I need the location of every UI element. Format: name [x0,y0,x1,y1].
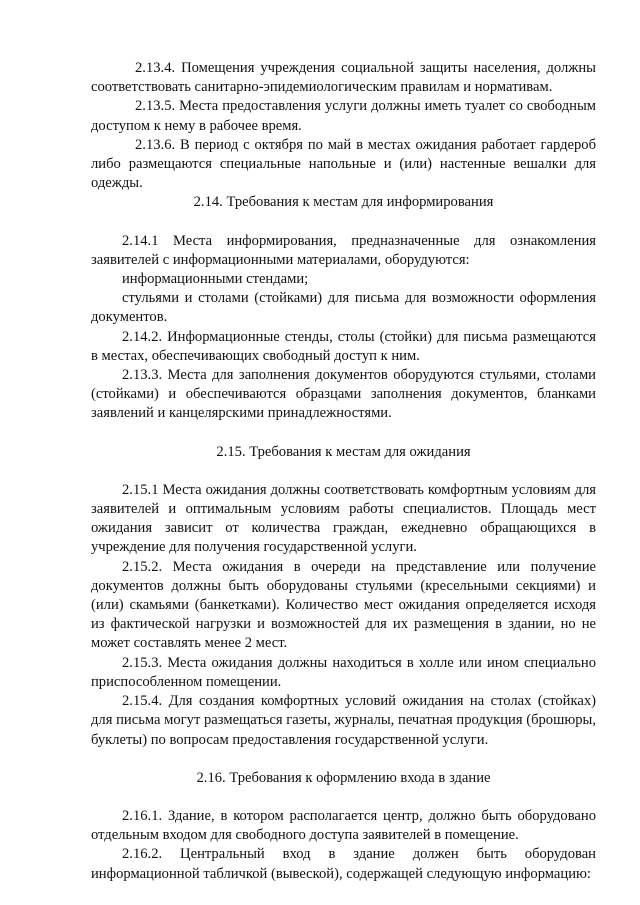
section-heading: 2.14. Требования к местам для информирования [193,194,494,211]
paragraph: 2.14.1 Места информирования, предназначенные для ознакомления заявителей с информационными материалами, оборудуются: [91,232,596,268]
paragraph: информационными стендами; [122,271,309,288]
spacer [91,213,596,232]
paragraph: 2.14.2. Информационные стенды, столы (стойки) для письма размещаются в местах, обеспечивающих свободный доступ к ним. [91,328,596,364]
paragraph: 2.16.2. Центральный вход в здание должен быть оборудован информационной табличкой (вывеской), содержащей следующую информацию: [91,846,596,882]
paragraph: 2.15.4. Для создания комфортных условий ожидания на столах (стойках) для письма могут размещаться газеты, журналы, печатная продукция (брошюры, буклеты) по вопросам предоставления государственной услуги. [91,693,596,748]
paragraph: 2.13.5. Места предоставления услуги должны иметь туалет со свободным доступом к нему в рабочее время. [91,98,596,134]
paragraph: 2.16.1. Здание, в котором располагается центр, должно быть оборудовано отдельным входом для свободного доступа заявителей в помещение. [91,807,596,844]
spacer [91,750,596,769]
paragraph: стульями и столами (стойками) для письма для возможности оформления документов. [91,290,596,326]
paragraph: 2.15.3. Места ожидания должны находиться в холле или ином специально приспособленном помещении. [91,654,596,690]
paragraph: 2.13.4. Помещения учреждения социальной защиты населения, должны соответствовать санитарно-эпидемиологическим правилам и нормативам. [91,60,596,96]
spacer [91,424,596,443]
section-heading: 2.15. Требования к местам для ожидания [216,443,471,460]
paragraph: 2.15.2. Места ожидания в очереди на представление или получение документов должны быть оборудованы стульями (кресельными секциями) и (или) скамьями (банкетками). Количество мест ожидания определяется исходя из фактической нагрузки и возможностей для их размещения в здании, но не может составлять менее 2 мест. [91,558,596,652]
spacer [91,788,596,807]
section-heading: 2.16. Требования к оформлению входа в здание [196,769,491,786]
paragraph: 2.13.6. В период с октября по май в местах ожидания работает гардероб либо размещаются специальные напольные и (или) настенные вешалки для одежды. [91,136,596,192]
spacer [91,462,596,481]
paragraph: 2.15.1 Места ожидания должны соответствовать комфортным условиям для заявителей и оптимальным условиям работы специалистов. Площадь мест ожидания зависит от количества граждан, ежедневно обращающихся в учреждение для получения государственной услуги. [91,481,596,556]
paragraph: 2.13.3. Места для заполнения документов оборудуются стульями, столами (стойками) и обеспечиваются образцами заполнения документов, бланками заявлений и канцелярскими принадлежностями. [91,367,596,422]
